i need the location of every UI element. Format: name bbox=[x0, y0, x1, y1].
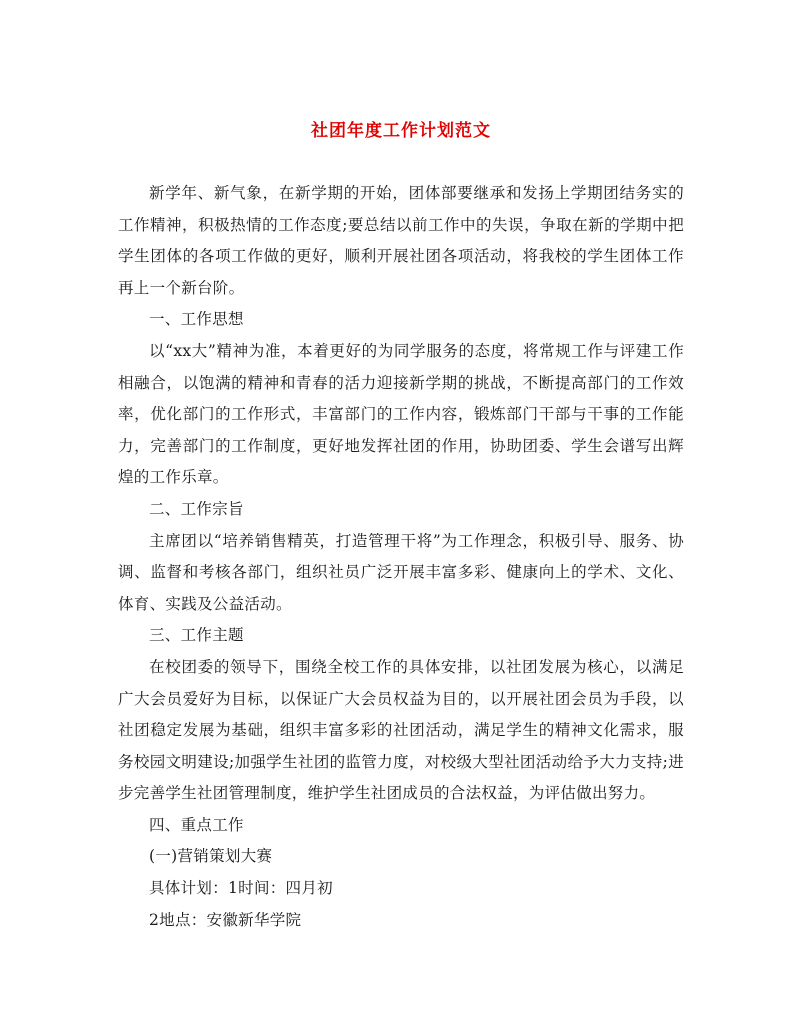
document-title: 社团年度工作计划范文 bbox=[311, 121, 491, 141]
work-theme-paragraph: 在校团委的领导下，围绕全校工作的具体安排，以社团发展为核心，以满足广大会员爱好为目标，以保证广大会员权益为目的，以开展社团会员为手段，以社团稳定发展为基础，组织丰富多彩的社团活动，满足学生的精神文化需求，服务校园文明建设;加强学生社团的监管力度，对校级大型社团活动给予大力支持;进步完善学生社团管理制度，维护学生社团成员的合法权益，为评估做出努力。 bbox=[118, 657, 684, 803]
section-heading-key-work: 四、重点工作 bbox=[149, 815, 244, 834]
work-purpose-paragraph: 主席团以“培养销售精英，打造管理干将”为工作理念，积极引导、服务、协调、监督和考核各部门，组织社员广泛开展丰富多彩、健康向上的学术、文化、体育、实践及公益活动。 bbox=[118, 531, 684, 613]
intro-paragraph: 新学年、新气象，在新学期的开始，团体部要继承和发扬上学期团结务实的工作精神，积极热情的工作态度;要总结以前工作中的失误，争取在新的学期中把学生团体的各项工作做的更好，顺利开展社团各项活动，将我校的学生团体工作再上一个新台阶。 bbox=[118, 184, 684, 297]
work-thought-paragraph: 以“xx大”精神为准，本着更好的为同学服务的态度，将常规工作与评建工作相融合，以饱满的精神和青春的活力迎接新学期的挑战，不断提高部门的工作效率，优化部门的工作形式，丰富部门的工作内容，锻炼部门干部与干事的工作能力，完善部门的工作制度，更好地发挥社团的作用，协助团委、学生会谱写出辉煌的工作乐章。 bbox=[118, 341, 684, 487]
plan-time-line: 具体计划：1时间：四月初 bbox=[149, 879, 333, 898]
plan-location-line: 2地点：安徽新华学院 bbox=[149, 910, 302, 929]
section-heading-work-thought: 一、工作思想 bbox=[149, 310, 244, 329]
section-heading-work-purpose: 二、工作宗旨 bbox=[149, 499, 244, 518]
document-body bbox=[118, 178, 684, 936]
section-heading-work-theme: 三、工作主题 bbox=[149, 626, 244, 645]
subsection-heading-marketing-contest: (一)营销策划大赛 bbox=[149, 847, 273, 866]
